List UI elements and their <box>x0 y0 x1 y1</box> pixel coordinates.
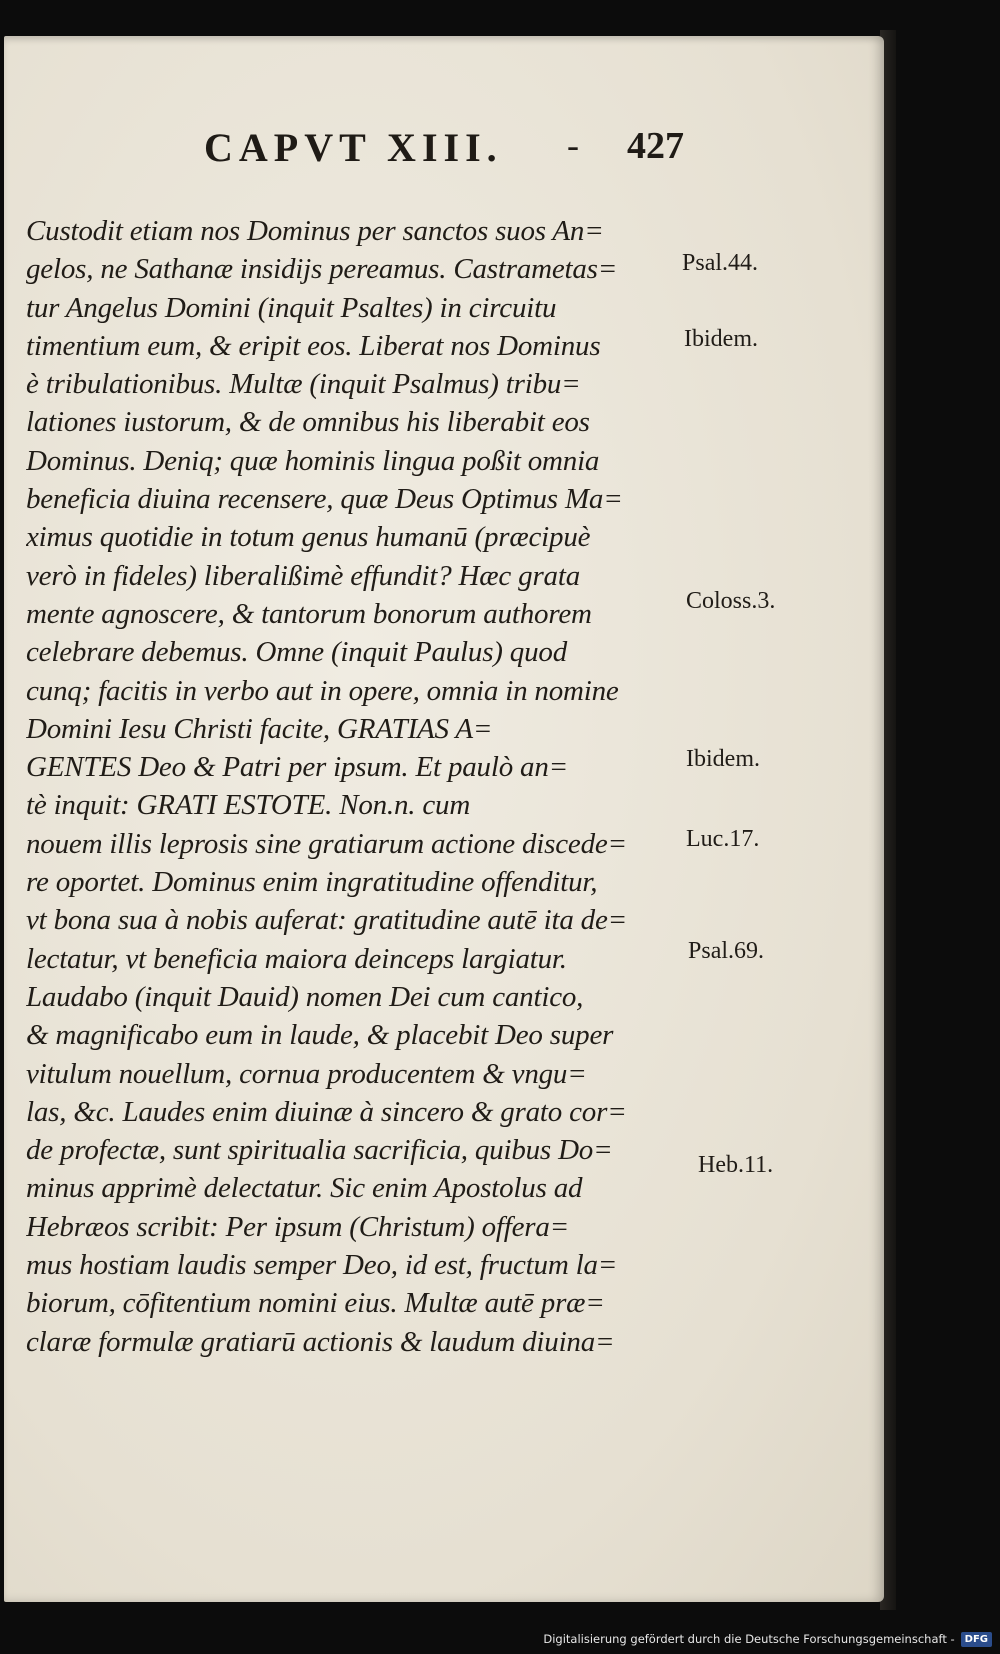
page-number: 427 <box>627 125 684 167</box>
text-line: lectatur, vt beneficia maiora deinceps largiatur. <box>26 942 567 975</box>
text-line: las, &c. Laudes enim diuinæ à sincero & grato cor= <box>26 1095 627 1128</box>
text-line: vt bona sua à nobis auferat: gratitudine autē ita de= <box>26 904 628 937</box>
page-header <box>204 124 684 180</box>
margin-note: Ibidem. <box>684 326 758 352</box>
book-page <box>4 36 884 1602</box>
text-line: beneficia diuina recensere, quæ Deus Optimus Ma= <box>26 483 623 516</box>
text-line: mus hostiam laudis semper Deo, id est, fructum la= <box>26 1249 618 1282</box>
margin-note: Psal.44. <box>682 250 759 276</box>
running-head: CAPVT XIII. <box>204 125 503 170</box>
text-line: Laudabo (inquit Dauid) nomen Dei cum cantico, <box>26 980 584 1013</box>
text-line: GENTES Deo & Patri per ipsum. Et paulò an= <box>26 751 569 784</box>
text-line: Domini Iesu Christi facite, GRATIAS A= <box>26 712 493 745</box>
text-line: Dominus. Deniq; quæ hominis lingua poßit omnia <box>26 444 600 477</box>
text-line: ximus quotidie in totum genus humanū (præcipuè <box>26 521 591 554</box>
margin-note: Psal.69. <box>688 938 765 964</box>
text-line: & magnificabo eum in laude, & placebit Deo super <box>26 1019 614 1052</box>
text-line: nouem illis leprosis sine gratiarum actione discede= <box>26 827 627 860</box>
text-line: mente agnoscere, & tantorum bonorum authorem <box>26 597 592 630</box>
text-line: minus apprimè delectatur. Sic enim Apostolus ad <box>26 1172 583 1205</box>
margin-note: Luc.17. <box>686 826 760 852</box>
text-line: Hebræos scribit: Per ipsum (Christum) offera= <box>26 1210 570 1243</box>
text-line: claræ formulæ gratiarū actionis & laudum diuina= <box>26 1325 615 1358</box>
funding-credit: Digitalisierung gefördert durch die Deutsche Forschungsgemeinschaft - <box>543 1632 955 1646</box>
margin-note: Heb.11. <box>698 1152 774 1178</box>
margin-note: Ibidem. <box>686 746 760 772</box>
text-line: tur Angelus Domini (inquit Psaltes) in circuitu <box>26 291 557 324</box>
text-line: re oportet. Dominus enim ingratitudine offenditur, <box>26 866 598 899</box>
text-line: è tribulationibus. Multæ (inquit Psalmus) tribu= <box>26 368 581 401</box>
text-line: verò in fideles) liberalißimè effundit? Hæc grata <box>26 559 581 592</box>
text-line: cunq; facitis in verbo aut in opere, omnia in nomine <box>26 674 619 707</box>
margin-note: Coloss.3. <box>686 588 776 614</box>
digitization-footer <box>543 1628 992 1650</box>
text-line: Custodit etiam nos Dominus per sanctos suos An= <box>26 215 604 247</box>
header-dash: - <box>567 125 579 165</box>
body-text <box>26 212 686 1361</box>
dfg-logo-icon: DFG <box>961 1632 992 1647</box>
text-line: celebrare debemus. Omne (inquit Paulus) quod <box>26 636 568 669</box>
text-line: biorum, cōfitentium nomini eius. Multæ autē præ= <box>26 1287 605 1320</box>
text-line: de profectæ, sunt spiritualia sacrificia, quibus Do= <box>26 1134 613 1167</box>
text-line: timentium eum, & eripit eos. Liberat nos Dominus <box>26 329 601 362</box>
text-line: gelos, ne Sathanæ insidijs pereamus. Castrametas= <box>26 253 618 286</box>
text-line: lationes iustorum, & de omnibus his liberabit eos <box>26 406 590 439</box>
text-line: tè inquit: GRATI ESTOTE. Non.n. cum <box>26 789 471 822</box>
text-line: vitulum nouellum, cornua producentem & vngu= <box>26 1057 587 1090</box>
